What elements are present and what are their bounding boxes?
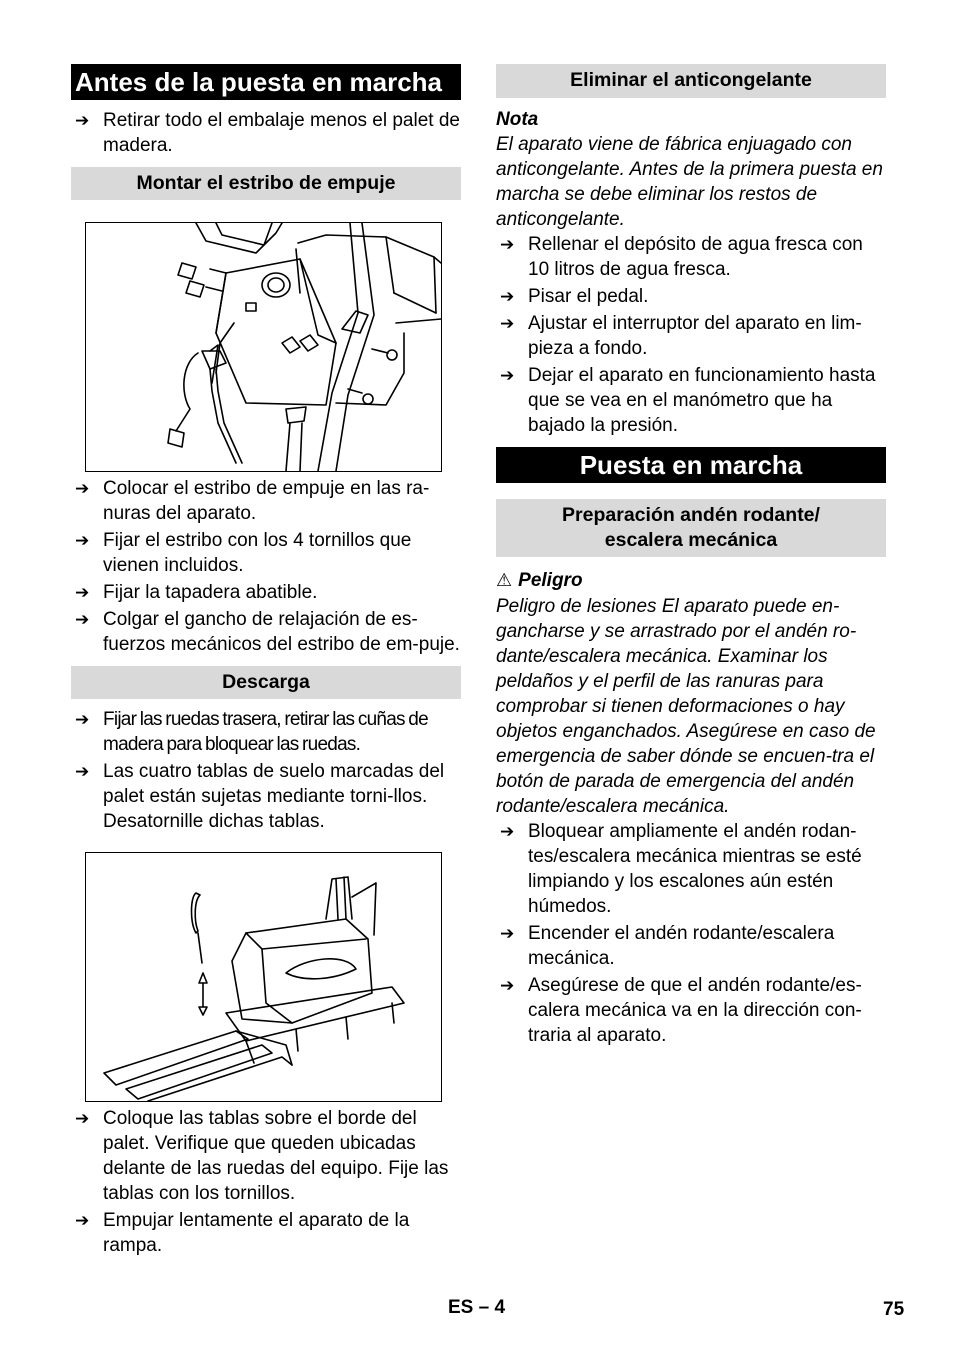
right-column [496, 64, 886, 1048]
arrow-icon: ➔ [75, 610, 90, 629]
arrow-icon: ➔ [75, 1109, 90, 1128]
section-title: Puesta en marcha [496, 447, 886, 483]
list-item: ➔ Coloque las tablas sobre el borde del palet. Verifique que queden ubicadas delante de las ruedas del equipo. Fije las tablas con los tornillos. [75, 1108, 449, 1204]
arrow-icon: ➔ [500, 976, 515, 995]
subsection-heading: Eliminar el anticongelante [496, 64, 886, 98]
list-item: ➔ Bloquear ampliamente el andén rodan-tes/escalera mecánica mientras se esté limpiando y los escalones aún estén húmedos. [500, 821, 862, 917]
list-item: ➔ Retirar todo el embalaje menos el palet de madera. [75, 110, 460, 156]
subsection-heading: Montar el estribo de empuje [71, 167, 461, 200]
danger-text: Peligro de lesiones El aparato puede en-gancharse y se arrastrado por el andén ro-dante/escalera mecánica. Examinar los peldaños y el perfil de las ranuras para comprobar si tienen deformaciones o hay objetos enganchados. Asegúrese en caso de emergencia de saber dónde se encuen-tra el botón de parada de emergencia del andén rodante/escalera mecánica. [496, 596, 876, 817]
arrow-icon: ➔ [75, 1211, 90, 1230]
unloading-illustration [86, 853, 441, 1101]
list-item: ➔ Asegúrese de que el andén rodante/es-calera mecánica va en la dirección con-traria al aparato. [500, 975, 862, 1046]
subsection-heading: Descarga [71, 666, 461, 699]
figure-push-handle-assembly [85, 222, 442, 472]
list-item: ➔ Las cuatro tablas de suelo marcadas del palet están sujetas mediante torni-llos. Desatornille dichas tablas. [75, 761, 445, 832]
arrow-icon: ➔ [75, 479, 90, 498]
list-item: ➔ Rellenar el depósito de agua fresca con 10 litros de agua fresca. [500, 234, 863, 280]
footer-language-code: ES – 4 [448, 1297, 506, 1318]
list-item: ➔ Pisar el pedal. [500, 286, 649, 307]
arrow-icon: ➔ [500, 235, 515, 254]
push-handle-illustration [86, 223, 441, 471]
arrow-icon: ➔ [75, 531, 90, 550]
list-item: ➔ Fijar las ruedas trasera, retirar las cuñas de madera para bloquear las ruedas. [75, 709, 428, 755]
list-item: ➔ Fijar la tapadera abatible. [75, 582, 318, 603]
arrow-icon: ➔ [500, 314, 515, 333]
warning-icon: ⚠ [496, 570, 513, 590]
arrow-icon: ➔ [75, 762, 90, 781]
page-number: 75 [883, 1299, 905, 1320]
note-text: El aparato viene de fábrica enjuagado con anticongelante. Antes de la primera puesta en marcha se debe eliminar los restos de anticongelante. [496, 134, 883, 230]
arrow-icon: ➔ [500, 366, 515, 385]
arrow-icon: ➔ [500, 822, 515, 841]
arrow-icon: ➔ [75, 710, 89, 729]
arrow-icon: ➔ [75, 583, 90, 602]
note-label: Nota [496, 109, 539, 130]
list-item: ➔ Encender el andén rodante/escalera mecánica. [500, 923, 835, 969]
subsection-heading: Preparación andén rodante/ escalera mecánica [496, 499, 886, 557]
arrow-icon: ➔ [500, 924, 515, 943]
section-title: Antes de la puesta en marcha [71, 64, 461, 100]
danger-label: ⚠ Peligro [496, 570, 583, 591]
list-item: ➔ Colgar el gancho de relajación de es-fuerzos mecánicos del estribo de em-puje. [75, 609, 460, 655]
list-item: ➔ Colocar el estribo de empuje en las ra-nuras del aparato. [75, 478, 430, 524]
list-item: ➔ Dejar el aparato en funcionamiento hasta que se vea en el manómetro que ha bajado la presión. [500, 365, 876, 436]
list-item: ➔ Empujar lentamente el aparato de la rampa. [75, 1210, 410, 1256]
list-item: ➔ Fijar el estribo con los 4 tornillos que vienen incluidos. [75, 530, 412, 576]
figure-unloading-ramp [85, 852, 442, 1102]
arrow-icon: ➔ [500, 287, 515, 306]
list-item: ➔ Ajustar el interruptor del aparato en lim-pieza a fondo. [500, 313, 862, 359]
arrow-icon: ➔ [75, 111, 90, 130]
left-column [71, 64, 461, 1258]
